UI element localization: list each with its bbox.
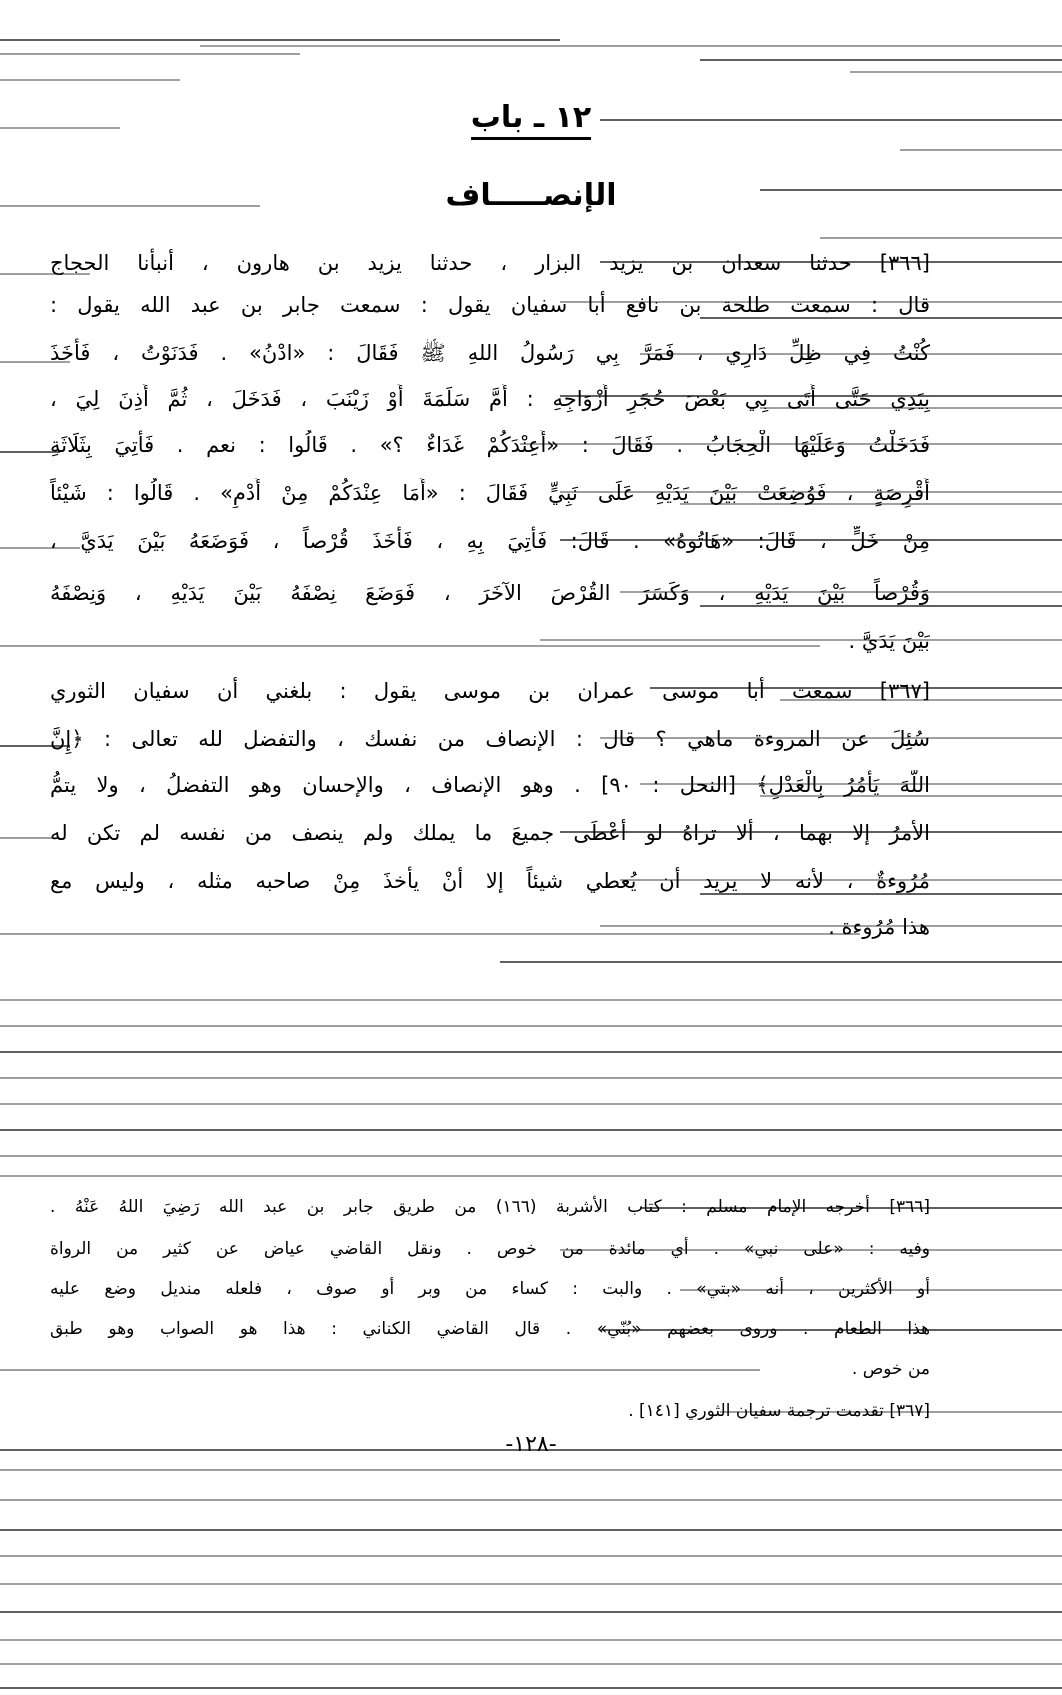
body-line: بِيَدِي حَتَّى أَتَى بِي بَعْضَ حُجَرِ أَزْوَاجِهِ : أُمَّ سَلَمَةَ أَوْ زَيْنَبَ ، فَدَخَلَ ، ثُمَّ أَذِنَ لِيَ ، bbox=[50, 387, 930, 411]
body-line: فَدَخَلْتُ وَعَلَيْهَا الْحِجَابُ . فَقَالَ : «أَعِنْدَكُمْ غَدَاءٌ ؟» . قَالُوا : نعم . فَأُتِيَ بِثَلَاثَةِ bbox=[50, 433, 930, 457]
body-line: [٣٦٦] حدثنا سعدان بن يزيد البزار ، حدثنا يزيد بن هارون ، أنبأنا الحجاج bbox=[50, 251, 930, 275]
body-line: كُنْتُ فِي ظِلِّ دَارِي ، فَمَرَّ بِي رَسُولُ اللهِ ﷺ فَقَالَ : «ادْنُ» . فَدَنَوْتُ ، فَأَخَذَ bbox=[50, 341, 930, 365]
page-number: -١٢٨- bbox=[505, 1432, 557, 1457]
body-line: اللَّهَ يَأْمُرُ بِالْعَدْلِ﴾ [النحل : ٩٠] . وهو الإنصاف ، والإحسان وهو التفضلُ ، ولا يتمُّ bbox=[50, 773, 930, 797]
body-line: الأمرُ إلا بهما ، ألا تراهُ لو أعْطَى جميعَ ما يملك ولم ينصف من نفسه لم تكن له bbox=[50, 821, 930, 845]
body-line: بَيْنَ يَدَيَّ . bbox=[848, 629, 930, 653]
footnote-line: هذا الطعام . وروى بعضهم «بُنّي» . قال القاضي الكناني : هذا هو الصواب وهو طبق bbox=[50, 1319, 930, 1339]
body-line: مِنْ خَلٍّ ، قَالَ: «هَاتُوهُ» . قَالَ: فَأُتِيَ بِهِ ، فَأَخَذَ قُرْصاً ، فَوَضَعَهُ بَيْنَ يَدَيَّ ، bbox=[50, 529, 930, 553]
subject-heading: الإنصـــــاف bbox=[445, 178, 617, 213]
chapter-heading: ١٢ ـ باب bbox=[0, 100, 1062, 135]
body-line: مُرُوءةٌ ، لأنه لا يريد أن يُعطي شيئاً إلا أنْ يأخذَ مِنْ صاحبه مثله ، وليس مع bbox=[50, 869, 930, 893]
footnote-line: وفيه : «على نبي» . أي مائدة من خوص . ونقل القاضي عياض عن كثير من الرواة bbox=[50, 1239, 930, 1259]
body-line: وَقُرْصاً بَيْنَ يَدَيْهِ ، وَكَسَرَ القُرْصَ الآخَرَ ، فَوَضَعَ نِصْفَهُ بَيْنَ يَدَيْهِ ، وَنِصْفَهُ bbox=[50, 581, 930, 605]
footnote-line: من خوص . bbox=[851, 1359, 930, 1379]
body-line: أَقْرِصَةٍ ، فَوُضِعَتْ بَيْنَ يَدَيْهِ عَلَى نَبِيٍّ فَقَالَ : «أَمَا عِنْدَكُمْ مِنْ أُدْمٍ» . قَالُوا : شَيْئاً bbox=[50, 481, 930, 505]
body-line: سُئِلَ عن المروءة ماهي ؟ قال : الإنصاف من نفسك ، والتفضل لله تعالى : ﴿إِنَّ bbox=[50, 727, 930, 751]
footnote-line: [٣٦٦] أخرجه الإمام مسلم : كتاب الأشربة (١٦٦) من طريق جابر بن عبد الله رَضِيَ اللهُ عَنْهُ . bbox=[50, 1197, 930, 1217]
body-line: [٣٦٧] سمعت أبا موسى عمران بن موسى يقول : بلغني أن سفيان الثوري bbox=[50, 679, 930, 703]
body-line: هذا مُرُوءة . bbox=[828, 915, 930, 939]
footnote-line: أو الأكثرين ، أنه «بتي» . والبت : كساء من وبر أو صوف ، فلعله منديل وضع عليه bbox=[50, 1279, 930, 1299]
body-line: قال : سمعت طلحة بن نافع أبا سفيان يقول : سمعت جابر بن عبد الله يقول : bbox=[50, 293, 930, 317]
footnote-line: [٣٦٧] تقدمت ترجمة سفيان الثوري [١٤١] . bbox=[628, 1401, 930, 1421]
